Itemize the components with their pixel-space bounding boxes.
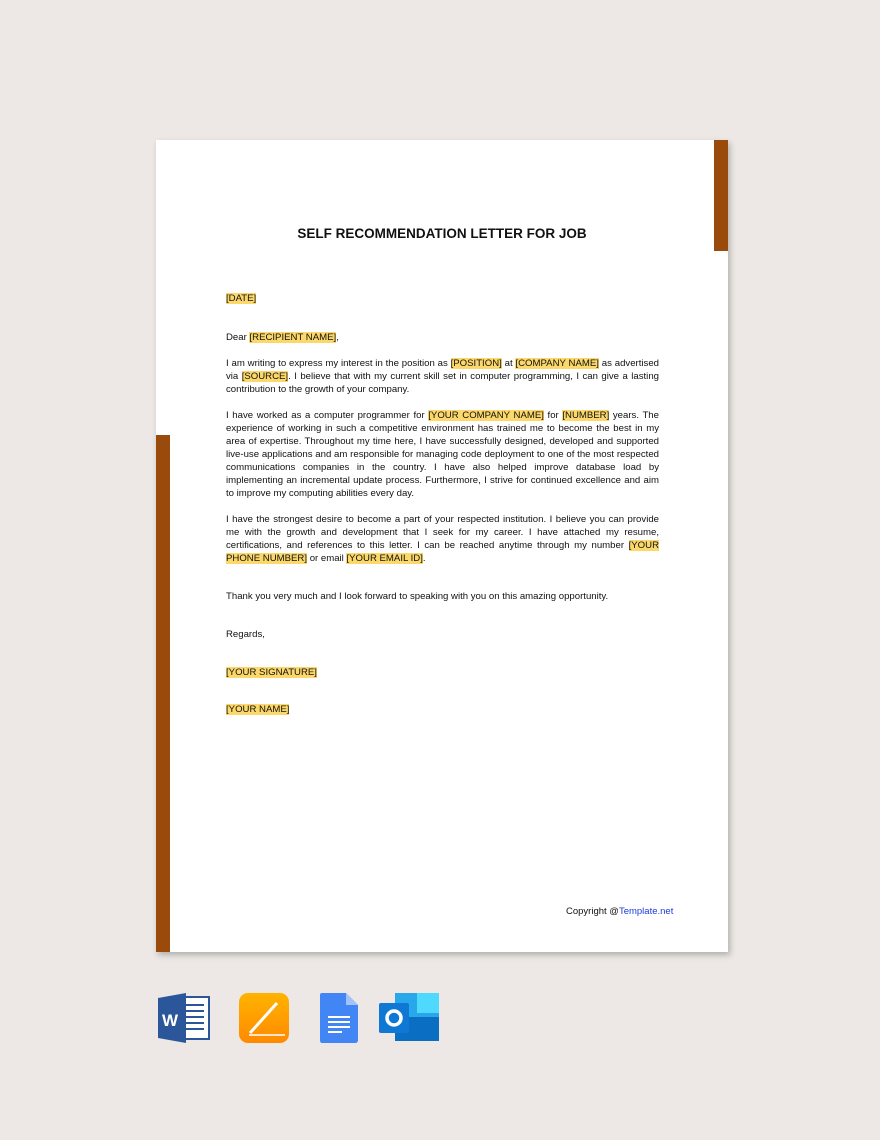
position-placeholder: [POSITION] [450, 358, 502, 369]
regards: Regards, [226, 629, 265, 640]
paragraph-3 [226, 513, 659, 565]
accent-bar-left [156, 435, 170, 952]
text: I have the strongest desire to become a part of your respected institution. I believe you can provide me with the growth and development that I seek for my career. I have attached my resume, certifications, and references to this letter. I can be reached anytime through my number [226, 514, 659, 551]
name-placeholder: [YOUR NAME] [226, 704, 290, 715]
phone-placeholder: [YOUR PHONE NUMBER] [226, 540, 659, 564]
closing-line: Thank you very much and I look forward to speaking with you on this amazing opportunity. [226, 591, 609, 602]
template-link[interactable]: Template.net [618, 906, 674, 917]
company-placeholder: [COMPANY NAME] [515, 358, 599, 369]
salutation-prefix: Dear [226, 332, 250, 343]
google-docs-icon[interactable] [318, 993, 360, 1043]
paragraph-2 [226, 409, 659, 500]
email-placeholder: [YOUR EMAIL ID] [346, 553, 423, 564]
text: I am writing to express my interest in the position as [226, 358, 451, 369]
text: I have worked as a computer programmer for [226, 410, 429, 421]
outlook-icon[interactable] [379, 993, 441, 1043]
text: . I believe that with my current skill set in computer programming, I can give a lasting contribution to the growth of your company. [226, 371, 659, 395]
salutation-suffix: , [336, 332, 339, 343]
recipient-placeholder: [RECIPIENT NAME] [249, 332, 337, 343]
text: as advertised via [226, 358, 659, 382]
copyright-text: Copyright @ [566, 906, 619, 917]
letter-page [156, 140, 728, 952]
paragraph-1 [226, 357, 659, 396]
source-placeholder: [SOURCE] [241, 371, 289, 382]
letter-body [226, 292, 659, 716]
pages-icon[interactable] [239, 993, 291, 1043]
text: . [422, 553, 426, 564]
word-icon[interactable] [156, 993, 210, 1043]
text: years. The experience of working in such a competitive environment has trained me to become the best in my area of expertise. Throughout my time here, I have successfully designed, developed and supported live-use applications and am responsible for managing code deployment to one of the most respected communications companies in the country. I have also helped improve database load by implementing an incremental update process. Furthermore, I strive for continued excellence and aim to improve my computing abilities every day. [226, 410, 659, 499]
document-title: SELF RECOMMENDATION LETTER FOR JOB [297, 226, 587, 241]
signature-placeholder: [YOUR SIGNATURE] [226, 667, 317, 678]
text: or email [307, 553, 347, 564]
text: at [501, 358, 516, 369]
number-placeholder: [NUMBER] [562, 410, 610, 421]
salutation [226, 331, 659, 344]
text: for [543, 410, 563, 421]
date-placeholder: [DATE] [226, 293, 257, 304]
copyright-footer [566, 906, 673, 917]
your-company-placeholder: [YOUR COMPANY NAME] [428, 410, 544, 421]
svg-text:W: W [162, 1011, 179, 1030]
